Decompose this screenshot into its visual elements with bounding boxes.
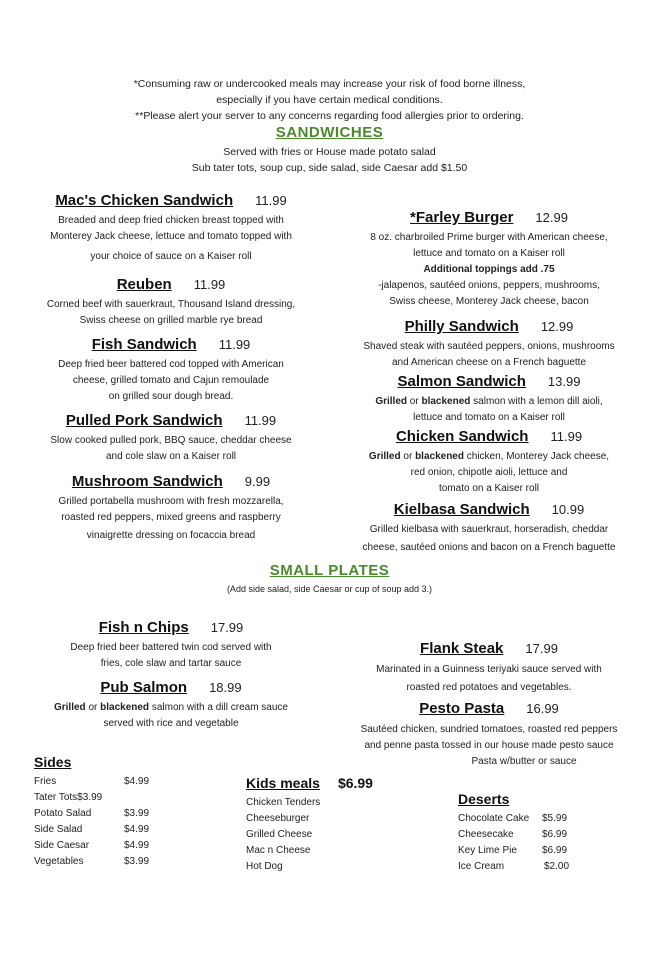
item-price: 9.99 <box>244 474 271 489</box>
item-desc: tomato on a Kaiser roll <box>438 483 540 494</box>
desc-text: salmon with a dill cream sauce <box>149 702 288 713</box>
list-item: Chicken Tenders <box>246 797 321 808</box>
item-price: 10.99 <box>551 502 585 517</box>
small-plates-title: SMALL PLATES <box>269 562 390 579</box>
item-desc: cheese, sautéed onions and bacon on a French baguette <box>362 542 616 553</box>
desert-price: $2.00 <box>544 861 570 872</box>
side-name: Side Caesar <box>34 840 90 851</box>
item-desc <box>26 700 316 716</box>
kids-section <box>246 775 426 875</box>
item-name: Salmon Sandwich <box>397 373 526 390</box>
menu-item <box>26 619 316 672</box>
item-name: Fish n Chips <box>98 619 189 636</box>
item-name: Philly Sandwich <box>404 318 519 335</box>
desert-price: $5.99 <box>542 813 568 824</box>
item-name: Pulled Pork Sandwich <box>65 412 223 429</box>
item-desc <box>344 394 634 410</box>
list-item <box>34 838 194 854</box>
menu-item <box>344 640 634 696</box>
item-desc: and cole slaw on a Kaiser roll <box>105 451 237 462</box>
sandwiches-header <box>0 124 659 176</box>
item-price: 18.99 <box>209 680 242 695</box>
item-desc: -jalapenos, sautéed onions, peppers, mushrooms, <box>378 280 600 291</box>
desc-text: or <box>85 702 101 713</box>
item-name: Flank Steak <box>420 640 504 657</box>
item-desc: Shaved steak with sautéed peppers, onions, mushrooms <box>363 341 615 352</box>
item-desc <box>344 449 634 465</box>
side-name: Tater Tots$3.99 <box>34 792 103 803</box>
menu-item <box>344 700 634 770</box>
item-desc: Grilled portabella mushroom with fresh mozzarella, <box>58 496 284 507</box>
deserts-section <box>458 791 618 875</box>
item-desc: roasted red peppers, mixed greens and raspberry <box>61 512 281 523</box>
list-item <box>34 854 194 870</box>
desert-name: Chocolate Cake <box>458 813 530 824</box>
item-desc: fries, cole slaw and tartar sauce <box>100 658 242 669</box>
deserts-title: Deserts <box>458 791 510 807</box>
desc-bold: Grilled <box>53 702 86 713</box>
item-name: Fish Sandwich <box>91 336 197 353</box>
desert-name: Cheesecake <box>458 829 514 840</box>
menu-item <box>344 428 634 497</box>
side-price: $4.99 <box>124 840 150 851</box>
item-desc: Marinated in a Guinness teriyaki sauce served with <box>376 664 602 675</box>
item-desc: your choice of sauce on a Kaiser roll <box>90 251 252 262</box>
side-name: Potato Salad <box>34 808 92 819</box>
desc-bold: Grilled <box>368 451 401 462</box>
list-item <box>34 806 194 822</box>
item-price: 16.99 <box>526 701 559 716</box>
list-item <box>458 827 618 843</box>
item-price: 12.99 <box>540 319 574 334</box>
menu-item <box>26 412 316 465</box>
list-item <box>458 859 618 875</box>
menu-item <box>26 336 316 405</box>
desc-text: or <box>400 451 416 462</box>
item-price: 13.99 <box>547 374 581 389</box>
kids-price: $6.99 <box>337 775 373 791</box>
side-price: $3.99 <box>124 808 150 819</box>
list-item: Mac n Cheese <box>246 845 311 856</box>
side-price: $4.99 <box>124 824 150 835</box>
menu-item <box>344 209 634 310</box>
sandwiches-sub: Sub tater tots, soup cup, side salad, side Caesar add $1.50 <box>191 162 468 174</box>
side-price: $3.99 <box>124 856 150 867</box>
item-desc: Swiss cheese, Monterey Jack cheese, bacon <box>389 296 589 307</box>
menu-item <box>26 473 316 544</box>
list-item <box>34 774 194 790</box>
kids-title: Kids meals <box>246 775 320 791</box>
desc-text: or <box>407 396 422 407</box>
item-desc: Deep fried beer battered twin cod served with <box>70 642 272 653</box>
item-desc: Sautéed chicken, sundried tomatoes, roasted red peppers <box>360 724 618 735</box>
item-desc: on grilled sour dough bread. <box>108 391 234 402</box>
allergy-notes <box>0 76 659 124</box>
item-price: 11.99 <box>193 277 226 292</box>
note-line: **Please alert your server to any concerns regarding food allergies prior to ordering. <box>135 110 524 122</box>
item-name: Chicken Sandwich <box>395 428 529 445</box>
side-name: Vegetables <box>34 856 84 867</box>
item-desc: Monterey Jack cheese, lettuce and tomato topped with <box>50 231 292 242</box>
item-desc: Breaded and deep fried chicken breast topped with <box>58 215 284 226</box>
item-name: Reuben <box>116 276 172 293</box>
note-line: *Consuming raw or undercooked meals may increase your risk of food borne illness, <box>133 78 526 90</box>
item-name: Mushroom Sandwich <box>71 473 223 490</box>
item-desc: Grilled kielbasa with sauerkraut, horseradish, cheddar <box>369 524 609 535</box>
desc-text: salmon with a lemon dill aioli, <box>470 396 603 407</box>
menu-item <box>26 276 316 329</box>
desc-bold: Grilled <box>375 396 408 407</box>
item-name: Mac's Chicken Sandwich <box>55 192 234 209</box>
menu-item <box>344 318 634 371</box>
item-desc: vinaigrette dressing on focaccia bread <box>86 530 256 541</box>
small-plates-sub: (Add side salad, side Caesar or cup of soup add 3.) <box>226 584 433 594</box>
list-item: Cheeseburger <box>246 813 310 824</box>
item-desc: lettuce and tomato on a Kaiser roll <box>413 412 565 423</box>
desert-price: $6.99 <box>542 829 568 840</box>
sandwiches-title: SANDWICHES <box>275 124 384 141</box>
menu-item <box>26 679 316 732</box>
item-desc: roasted red potatoes and vegetables. <box>406 682 572 693</box>
item-price: 11.99 <box>244 413 277 428</box>
list-item <box>34 822 194 838</box>
desert-name: Ice Cream <box>458 861 505 872</box>
item-price: 11.99 <box>255 193 287 208</box>
item-name: Pesto Pasta <box>419 700 505 717</box>
item-desc: and penne pasta tossed in our house made pesto sauce <box>364 740 614 751</box>
list-item <box>458 811 618 827</box>
item-desc: lettuce and tomato on a Kaiser roll <box>413 248 565 259</box>
item-desc: 8 oz. charbroiled Prime burger with American cheese, <box>370 232 608 243</box>
side-price: $4.99 <box>124 776 150 787</box>
list-item <box>34 790 194 806</box>
item-name: *Farley Burger <box>410 209 514 226</box>
item-name: Pub Salmon <box>100 679 188 696</box>
menu-item <box>26 192 316 265</box>
side-name: Side Salad <box>34 824 83 835</box>
list-item: Grilled Cheese <box>246 829 313 840</box>
desc-bold: blackened <box>421 396 471 407</box>
toppings-title: Additional toppings add .75 <box>423 264 555 275</box>
item-desc: Pasta w/butter or sauce <box>471 756 577 767</box>
item-price: 11.99 <box>550 429 583 444</box>
sides-title: Sides <box>34 754 72 770</box>
item-price: 17.99 <box>525 641 558 656</box>
item-desc: served with rice and vegetable <box>103 718 239 729</box>
desc-text: chicken, Monterey Jack cheese, <box>463 451 610 462</box>
item-price: 17.99 <box>210 620 244 635</box>
list-item <box>458 843 618 859</box>
desc-bold: blackened <box>415 451 464 462</box>
item-price: 12.99 <box>535 210 568 225</box>
menu-item <box>344 373 634 426</box>
item-desc: red onion, chipotle aioli, lettuce and <box>410 467 568 478</box>
menu-item <box>344 501 634 556</box>
item-desc: Slow cooked pulled pork, BBQ sauce, cheddar cheese <box>50 435 292 446</box>
desert-price: $6.99 <box>542 845 568 856</box>
item-desc: Deep fried beer battered cod topped with American <box>58 359 284 370</box>
side-name: Fries <box>34 776 57 787</box>
note-line: especially if you have certain medical conditions. <box>216 94 443 106</box>
item-name: Kielbasa Sandwich <box>393 501 530 518</box>
item-desc: cheese, grilled tomato and Cajun remoulade <box>72 375 270 386</box>
item-desc: Swiss cheese on grilled marble rye bread <box>79 315 263 326</box>
item-desc: and American cheese on a French baguette <box>391 357 587 368</box>
list-item: Hot Dog <box>246 861 283 872</box>
sides-section <box>34 754 194 870</box>
item-price: 11.99 <box>218 337 251 352</box>
desert-name: Key Lime Pie <box>458 845 517 856</box>
sandwiches-sub: Served with fries or House made potato salad <box>223 146 436 158</box>
small-plates-header <box>0 562 659 597</box>
desc-bold: blackened <box>100 702 150 713</box>
item-desc: Corned beef with sauerkraut, Thousand Island dressing, <box>46 299 296 310</box>
